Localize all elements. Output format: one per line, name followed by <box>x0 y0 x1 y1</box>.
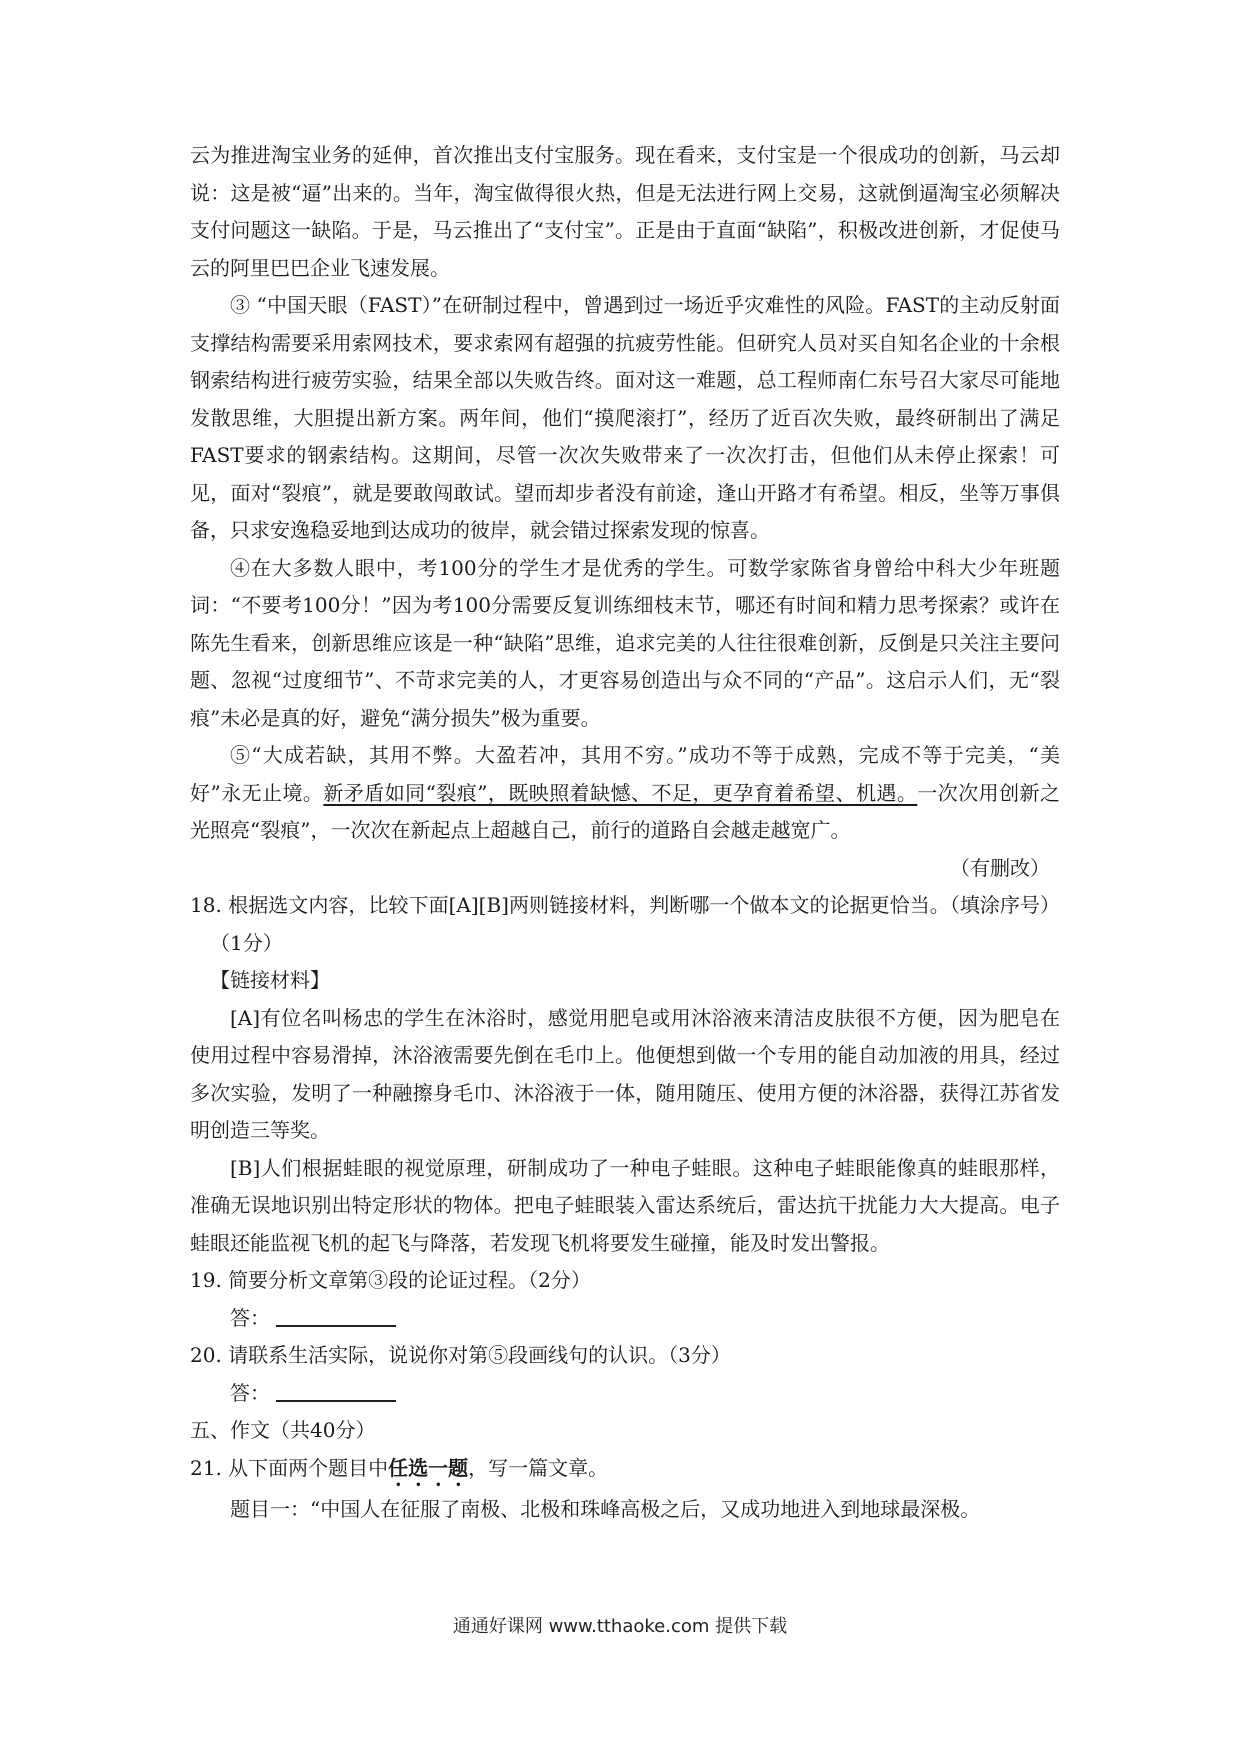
material-b: [B]人们根据蛙眼的视觉原理，研制成功了一种电子蛙眼。这种电子蛙眼能像真的蛙眼那样，准确无误地识别出特定形状的物体。把电子蛙眼装入雷达系统后，雷达抗干扰能力大大提高。电子蛙眼还能监视飞机的起飞与降落，若发现飞机将要发生碰撞，能及时发出警报。 <box>190 1155 1060 1255</box>
q21-stem-after: ，写一篇文章。 <box>468 1455 609 1480</box>
paragraph-5 <box>190 737 1060 850</box>
paragraph-3: ③ “中国天眼（FAST）”在研制过程中，曾遇到过一场近乎灾难性的风险。FAST的主动反射面支撑结构需要采用索网技术，要求索网有超强的抗疲劳性能。但研究人员对买自知名企业的十余根钢索结构进行疲劳实验，结果全部以失败告终。面对这一难题，总工程师南仁东号召大家尽可能地发散思维，大胆提出新方案。两年间，他们“摸爬滚打”，经历了近百次失败，最终研制出了满足FAST要求的钢索结构。这期间，尽管一次次失败带来了一次次打击，但他们从未停止探索！可见，面对“裂痕”，就是要敢闯敢试。望而却步者没有前途，逢山开路才有希望。相反，坐等万事俱备，只求安逸稳妥地到达成功的彼岸，就会错过探索发现的惊喜。 <box>190 293 1060 542</box>
answer-label: 答： <box>230 1380 270 1405</box>
q21-emphasis: 任选一题 <box>388 1455 469 1480</box>
paragraph-5-before: ⑤“大成若缺，其用不弊。大盈若冲，其用不穷。”成功不等于成熟，完成不等于完美，“美好”永无止境。 <box>190 743 1060 805</box>
question-18-stem: 18. 根据选文内容，比较下面[A][B]两则链接材料，判断哪一个做本文的论据更恰当。（填涂序号）（1分） <box>190 893 1060 955</box>
paragraph-4: ④在大多数人眼中，考100分的学生才是优秀的学生。可数学家陈省身曾给中科大少年班题词：“不要考100分！”因为考100分需要反复训练细枝末节，哪还有时间和精力思考探索？或许在陈先生看来，创新思维应该是一种“缺陷”思维，追求完美的人往往很难创新，反倒是只关注主要问题、忽视“过度细节”、不苛求完美的人，才更容易创造出与众不同的“产品”。这启示人们，无“裂痕”未必是真的好，避免“满分损失”极为重要。 <box>190 555 1060 730</box>
q21-stem-before: 21. 从下面两个题目中 <box>190 1455 389 1480</box>
text-column <box>190 137 1060 1528</box>
answer-blank[interactable] <box>276 1378 396 1402</box>
paragraph-5-after: 一次次用创新之光照亮“裂痕”，一次次在新起点上超越自己，前行的道路自会越走越宽广。 <box>190 780 1061 842</box>
answer-label: 答： <box>230 1305 270 1330</box>
paragraph-2-tail: 云为推进淘宝业务的延伸，首次推出支付宝服务。现在看来，支付宝是一个很成功的创新，马云却说：这是被“逼”出来的。当年，淘宝做得很火热，但是无法进行网上交易，这就倒逼淘宝必须解决支付问题这一缺陷。于是，马云推出了“支付宝”。正是由于直面“缺陷”，积极改进创新，才促使马云的阿里巴巴企业飞速发展。 <box>190 143 1060 280</box>
question-19-stem: 19. 简要分析文章第③段的论证过程。（2分） <box>190 1268 591 1292</box>
question-19-answer <box>190 1300 1060 1338</box>
topic-1: 题目一：“中国人在征服了南极、北极和珠峰高极之后，又成功地进入到地球最深极。 <box>230 1496 981 1521</box>
source-note: （有删改） <box>950 855 1050 880</box>
question-20-stem: 20. 请联系生活实际，说说你对第⑤段画线句的认识。（3分） <box>190 1343 731 1367</box>
material-a: [A]有位名叫杨忠的学生在沐浴时，感觉用肥皂或用沐浴液来清洁皮肤很不方便，因为肥皂在使用过程中容易滑掉，沐浴液需要先倒在毛巾上。他便想到做一个专用的能自动加液的用具，经过多次实验，发明了一种融擦身毛巾、沐浴液于一体，随用随压、使用方便的沐浴器，获得江苏省发明创造三等奖。 <box>190 1005 1060 1142</box>
answer-blank[interactable] <box>276 1303 396 1327</box>
question-20-answer <box>190 1375 1060 1413</box>
underlined-sentence: 新矛盾如同“裂痕”，既映照着缺憾、不足，更孕育着希望、机遇。 <box>323 780 918 805</box>
link-material-heading: 【链接材料】 <box>210 968 330 992</box>
question-21-stem <box>190 1450 1060 1491</box>
page-footer: 通通好课网 www.tthaoke.com 提供下载 <box>452 1616 788 1637</box>
section-5-heading: 五、作文（共40分） <box>190 1418 376 1442</box>
